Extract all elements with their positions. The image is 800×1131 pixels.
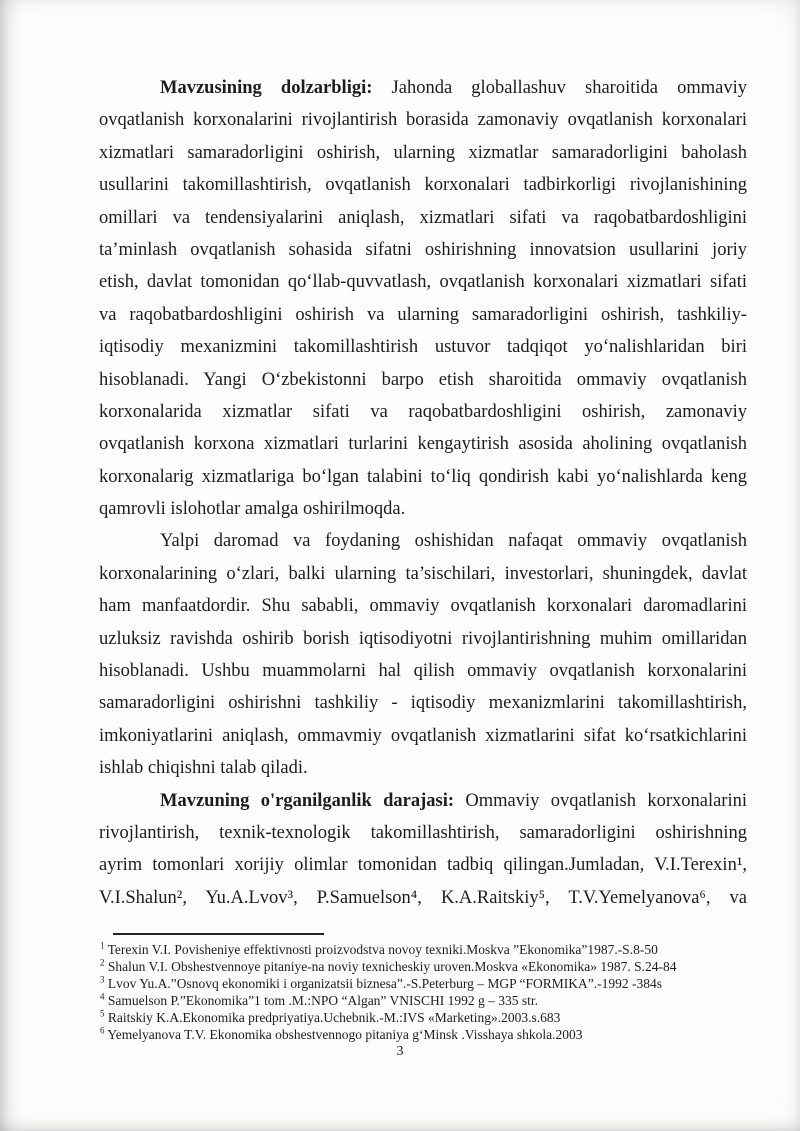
- paragraph-lead-bold: Mavzusining dolzarbligi:: [160, 78, 373, 98]
- paragraph-mavzusining-dolzarbligi: [99, 72, 747, 525]
- text-line: ovqatlanish korxona xizmatlari turlarini kengaytirish asosida aholining ovqatlanish: [99, 434, 747, 455]
- footnote-item: $^3$ Lvov Yu.A.”Osnovq ekonomiki i organizatsii biznesa”.-S.Peterburg – MGP “FORMIKA”.-1992 -384s: [100, 974, 663, 991]
- text-line: Yalpi daromad va foydaning oshishidan nafaqat ommaviy ovqatlanish: [99, 525, 747, 557]
- text-line: imkoniyatlarini aniqlash, ommavmiy ovqatlanish xizmatlarini sifat koʻrsatkichlarini: [99, 725, 747, 746]
- text-line: iqtisodiy mexanizmini takomillashtirish ustuvor tadqiqot yoʻnalishlaridan biri: [99, 337, 747, 358]
- footnote-item: $^6$ Yemelyanova T.V. Ekonomika obshestvennogo pitaniya gʻMinsk .Visshaya shkola.2003: [100, 1025, 583, 1042]
- first-line-indent: [99, 92, 160, 93]
- footnote-marker: 1: [100, 940, 105, 951]
- footnote-marker: 3: [100, 974, 105, 985]
- first-line-indent: [99, 545, 160, 546]
- text-line: samaradorligini oshirishni tashkiliy - iqtisodiy mexanizmlarini takomillashtirish,: [99, 693, 747, 714]
- text-line: qamrovli islohotlar amalga oshirilmoqda.: [99, 499, 406, 520]
- footnote-marker: 4: [100, 991, 105, 1002]
- paragraph-lead-bold: Mavzuning o'rganilganlik darajasi:: [160, 790, 455, 811]
- text-line: korxonalarig xizmatlariga boʻlgan talabini toʻliq qondirish kabi yoʻnalishlarda keng: [99, 466, 747, 487]
- paragraph-yalpi-daromad: [99, 525, 747, 784]
- footnote-item: $^2$ Shalun V.I. Obshestvennoye pitaniye-na noviy texnicheskiy uroven.Moskva «Ekonomika» 1987. S.24-84: [100, 957, 677, 974]
- footnote-marker: 2: [100, 957, 105, 968]
- text-line: korxonalarining oʻzlari, balki ularning ta’sischilari, investorlari, shuningdek, davlat: [99, 563, 747, 584]
- paragraph-mavzuning-organilganlik-darajasi: [99, 785, 747, 915]
- text-line: omillari va tendensiyalarini aniqlash, xizmatlari sifati va raqobatbardoshligini: [99, 207, 747, 228]
- text-line: usullarini takomillashtirish, ovqatlanish korxonalari tadbirkorligi rivojlanishining: [99, 175, 747, 196]
- text-line: ishlab chiqishni talab qiladi.: [99, 758, 308, 779]
- text-line: ayrim tomonlari xorijiy olimlar tomonidan tadbiq qilingan.Jumladan, V.I.Terexin¹,: [99, 855, 747, 876]
- text-line: V.I.Shalun², Yu.A.Lvov³, P.Samuelson⁴, K.A.Raitskiy⁵, T.V.Yemelyanova⁶, va: [99, 887, 747, 908]
- text-line: rivojlantirish, texnik-texnologik takomillashtirish, samaradorligini oshirishning: [99, 822, 747, 843]
- footnotes-list: [100, 941, 736, 1043]
- document-body: [99, 72, 747, 914]
- footnote-item: $^1$ Terexin V.I. Povisheniye effektivnosti proizvodstva novoy texniki.Moskva ”Ekonomika”1987.-S.8-50: [100, 940, 658, 957]
- text-line: hisoblanadi. Ushbu muammolarni hal qilish ommaviy ovqatlanish korxonalarini: [99, 661, 747, 682]
- text-line: Mavzuning o'rganilganlik darajasi: Ommaviy ovqatlanish korxonalarini: [99, 785, 747, 817]
- text-line: ovqatlanish korxonalarini rivojlantirish borasida zamonaviy ovqatlanish korxonalari: [99, 110, 747, 131]
- text-line: ta’minlash ovqatlanish sohasida sifatni oshirishning innovatsion usullarini joriy: [99, 239, 747, 260]
- text-line: xizmatlari samaradorligini oshirish, ularning xizmatlar samaradorligini baholash: [99, 142, 747, 163]
- text-line: Mavzusining dolzarbligi: Jahonda globallashuv sharoitida ommaviy: [99, 72, 747, 104]
- text-line: etish, davlat tomonidan qoʻllab-quvvatlash, ovqatlanish korxonalari xizmatlari sifati: [99, 272, 747, 293]
- text-line: korxonalarida xizmatlar sifati va raqobatbardoshligini oshirish, zamonaviy: [99, 401, 747, 422]
- footnote-separator: [113, 933, 324, 935]
- footnote-item: $^5$ Raitskiy K.A.Ekonomika predpriyatiya.Uchebnik.-M.:IVS «Marketing».2003.s.683: [100, 1008, 561, 1025]
- text-line: hisoblanadi. Yangi Oʻzbekistonni barpo etish sharoitida ommaviy ovqatlanish: [99, 369, 747, 390]
- footnote-item: $^4$ Samuelson P.”Ekonomika”1 tom .M.:NPO “Algan” VNISCHI 1992 g – 335 str.: [100, 991, 539, 1008]
- text-line: uzluksiz ravishda oshirib borish iqtisodiyotni rivojlantirishning muhim omillaridan: [99, 628, 747, 649]
- first-line-indent: [99, 805, 160, 806]
- text-line: va raqobatbardoshligini oshirish va ularning samaradorligini oshirish, tashkiliy-: [99, 304, 747, 325]
- footnote-marker: 6: [100, 1025, 105, 1036]
- page-number: 3: [396, 1044, 404, 1059]
- text-line: ham manfaatdordir. Shu sababli, ommaviy ovqatlanish korxonalari daromadlarini: [99, 596, 747, 617]
- footnote-marker: 5: [100, 1008, 105, 1019]
